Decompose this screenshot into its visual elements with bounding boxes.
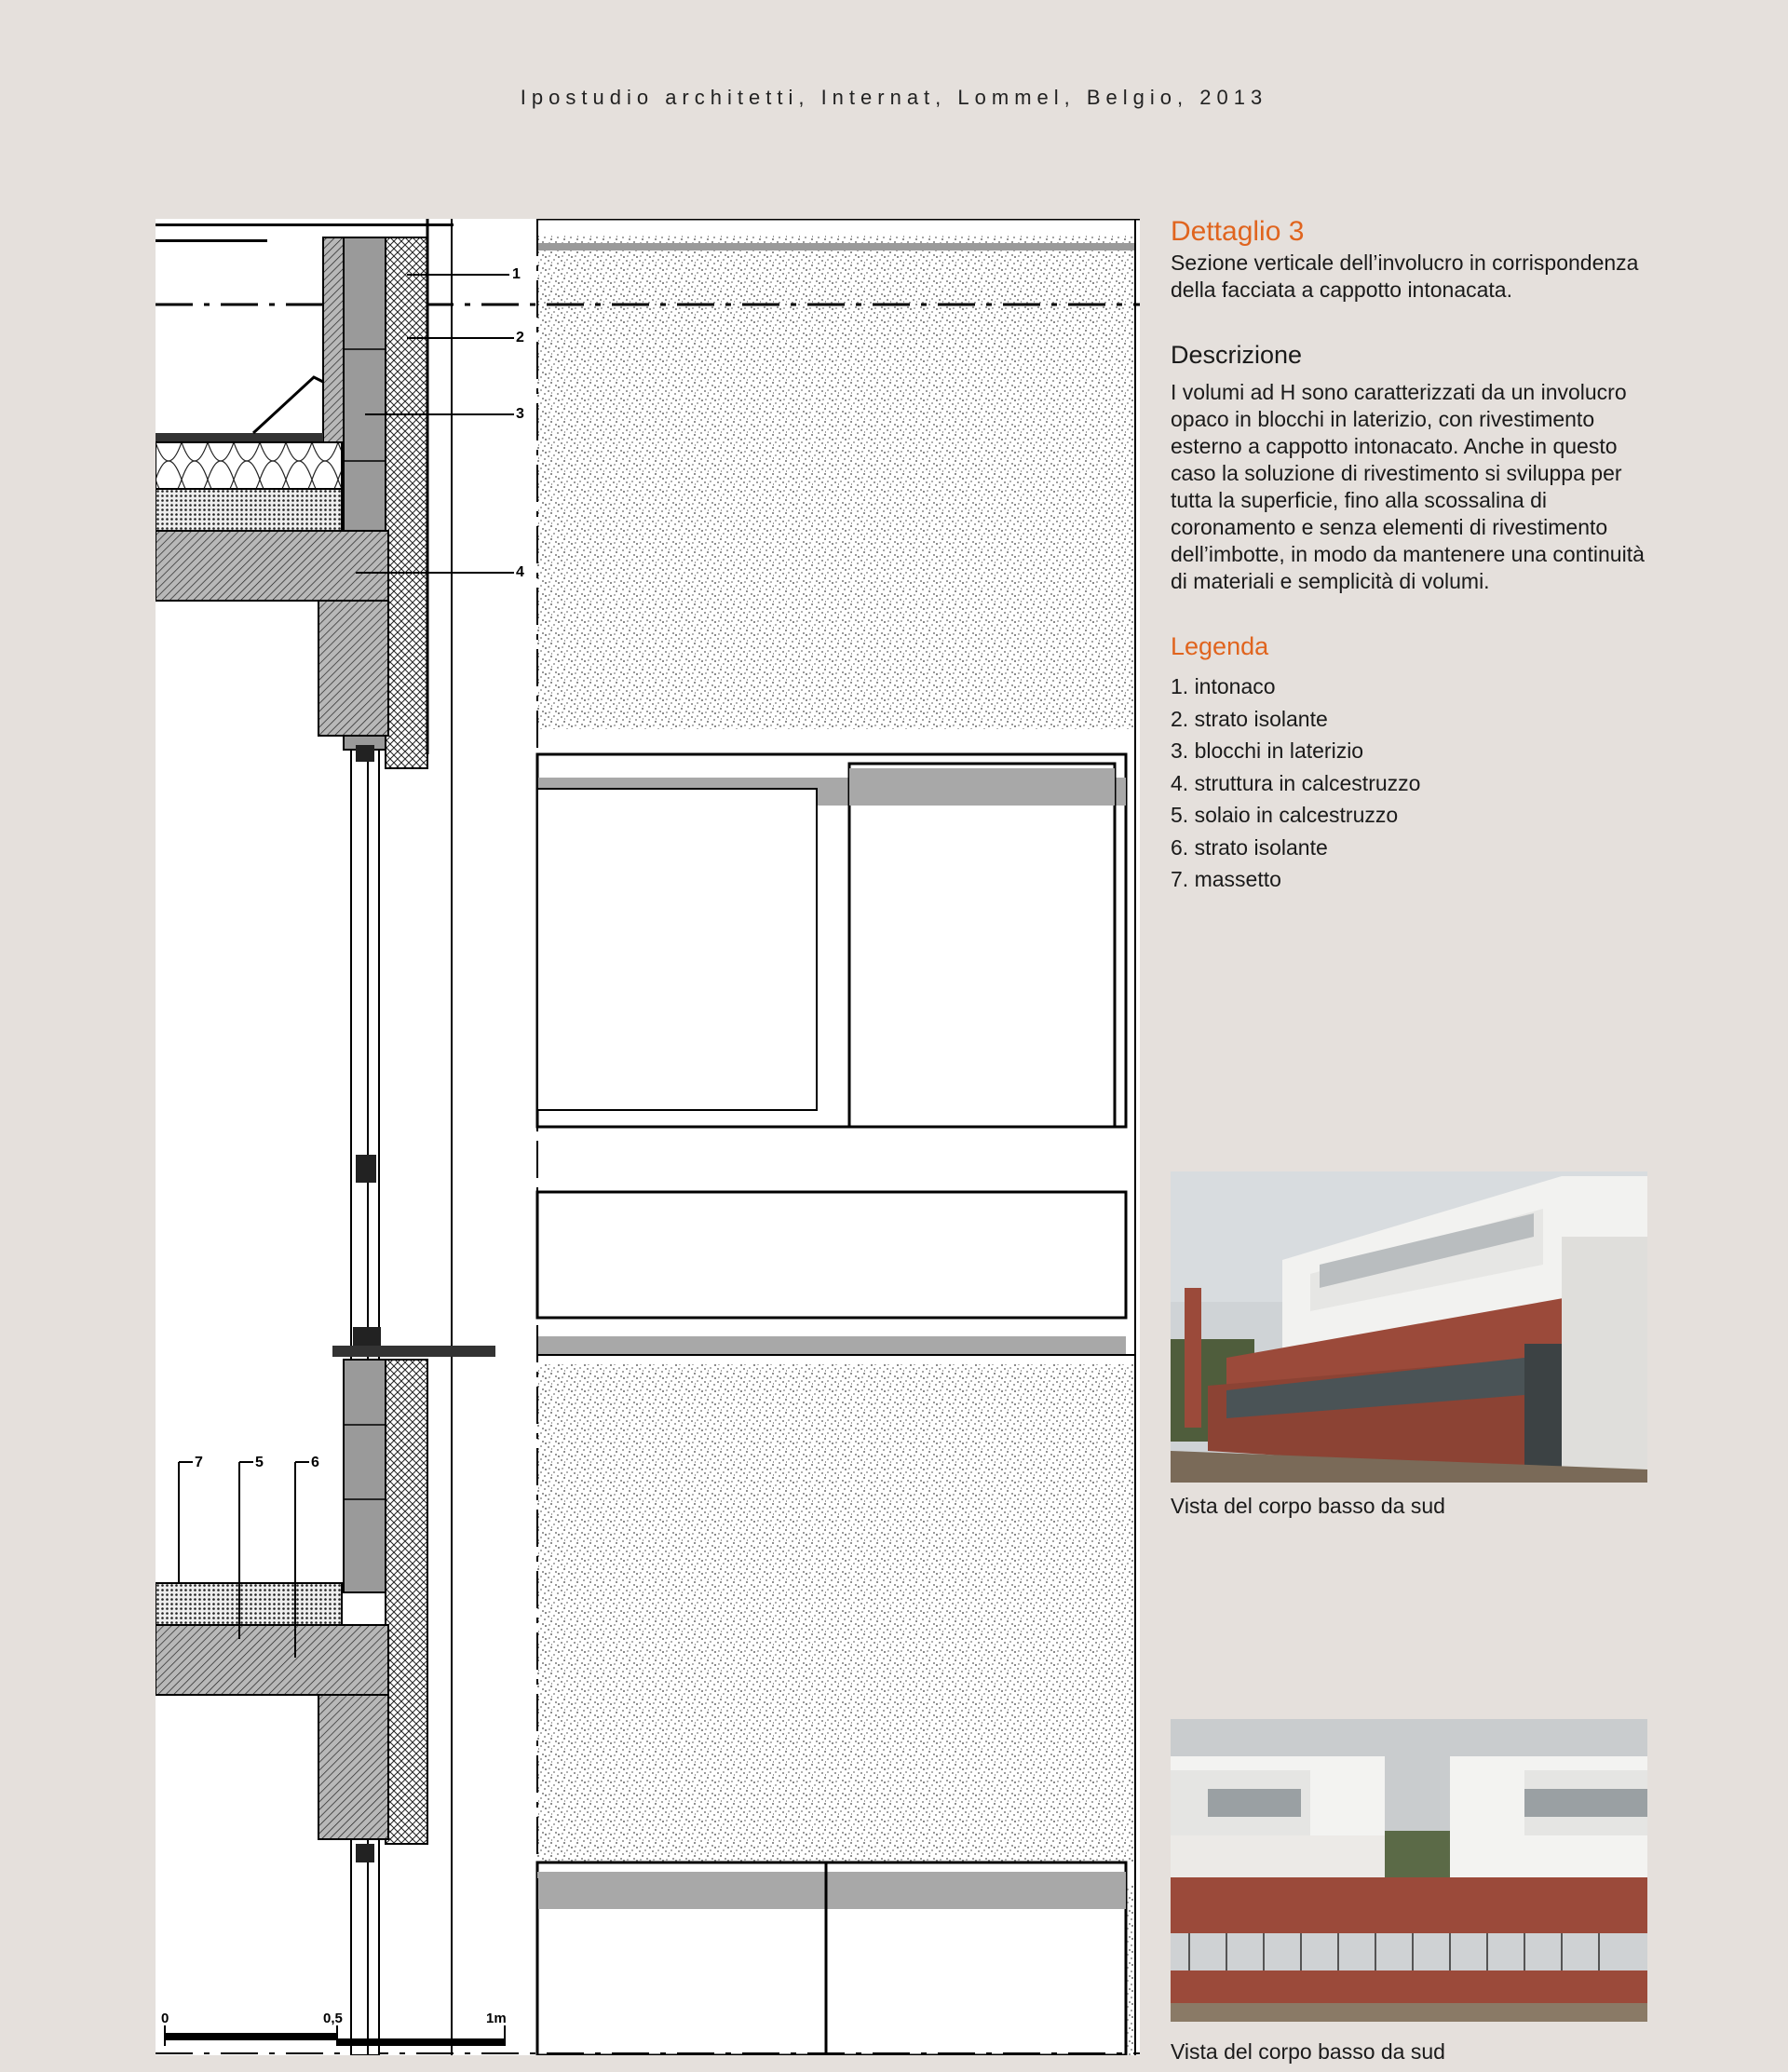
scale-label-05: 0,5 (323, 2011, 343, 2026)
photo-caption-2: Vista del corpo basso da sud (1171, 2039, 1445, 2064)
scale-label-0: 0 (161, 2011, 169, 2026)
legend-item: 4. struttura in calcestruzzo (1171, 770, 1421, 795)
callout-1: 1 (512, 266, 521, 282)
legend-title: Legenda (1171, 632, 1269, 660)
legend-item: 2. strato isolante (1171, 706, 1328, 731)
callout-4: 4 (516, 564, 524, 580)
detail-title: Dettaglio 3 (1171, 216, 1305, 247)
scale-bar (161, 2011, 507, 2046)
callout-7: 7 (195, 1455, 203, 1470)
callout-2: 2 (516, 330, 524, 345)
callout-6: 6 (311, 1455, 319, 1470)
detail-subtitle: Sezione verticale dell’involucro in corrispondenza della facciata a cappotto intonacata. (1171, 251, 1639, 302)
photo-building-2 (1171, 1719, 1647, 2022)
scale-label-1m: 1m (486, 2011, 507, 2026)
legend-item: 5. solaio in calcestruzzo (1171, 803, 1399, 827)
elevation-render-top (537, 236, 1135, 729)
section-drawing (156, 219, 1140, 2055)
elevation-render-bottom (537, 1364, 1135, 1862)
legend-item: 7. massetto (1171, 867, 1281, 891)
legend-item: 6. strato isolante (1171, 834, 1328, 860)
photo-caption-1: Vista del corpo basso da sud (1171, 1494, 1445, 1518)
description-heading: Descrizione (1171, 341, 1303, 369)
description-text: I volumi ad H sono caratterizzati da un involucro opaco in blocchi in laterizio, con rivestimento esterno a cappotto intonacato. Anche in questo caso la soluzione di rivestimento si sviluppa per tutta la superficie, fino alla scossalina di coronamento e senza elementi di rivestimento dell’imbotte, in modo da mantenere una continuità di materiali e semplicità di volumi. (1171, 380, 1645, 593)
callout-5: 5 (255, 1455, 264, 1470)
page-header: Ipostudio architetti, Internat, Lommel, Belgio, 2013 (520, 86, 1268, 109)
photo-building-1 (1171, 1171, 1647, 1483)
legend-item: 1. intonaco (1171, 674, 1276, 698)
callout-3: 3 (516, 406, 524, 422)
legend-list (1171, 670, 1655, 896)
legend-item: 3. blocchi in laterizio (1171, 738, 1364, 763)
text-column (1171, 216, 1655, 896)
